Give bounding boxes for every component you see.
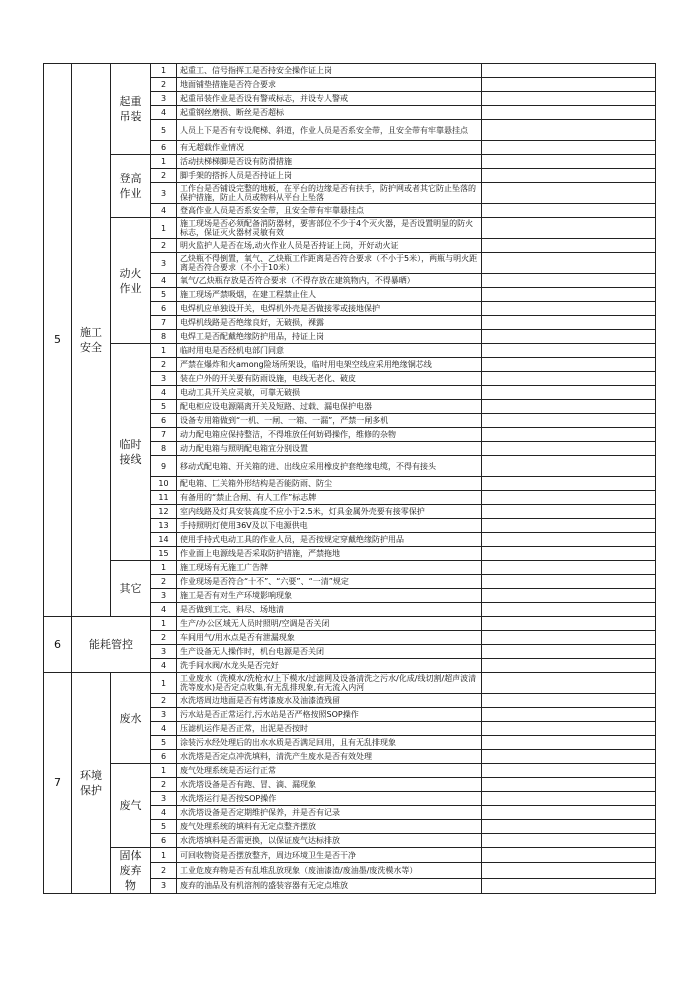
item-text: 水洗塔设备是否定期维护保养，并是否有记录 [177, 806, 482, 820]
result-cell[interactable] [482, 253, 656, 274]
item-text: 车间用气/用水点是否有泄漏现象 [177, 631, 482, 645]
result-cell[interactable] [482, 491, 656, 505]
result-cell[interactable] [482, 589, 656, 603]
result-cell[interactable] [482, 617, 656, 631]
item-number: 3 [151, 183, 177, 204]
item-text: 作业面上电源线是否采取防护措施，严禁拖地 [177, 547, 482, 561]
section-name: 能耗管控 [72, 617, 151, 673]
result-cell[interactable] [482, 533, 656, 547]
result-cell[interactable] [482, 428, 656, 442]
item-number: 3 [151, 645, 177, 659]
item-text: 手持照明灯使用36V及以下电源供电 [177, 519, 482, 533]
item-number: 4 [151, 106, 177, 120]
item-number: 15 [151, 547, 177, 561]
result-cell[interactable] [482, 169, 656, 183]
result-cell[interactable] [482, 155, 656, 169]
result-cell[interactable] [482, 603, 656, 617]
category-name: 登高作业 [111, 155, 151, 218]
item-text: 有备用的“禁止合闸、有人工作”标志牌 [177, 491, 482, 505]
category-name: 临时接线 [111, 344, 151, 561]
result-cell[interactable] [482, 344, 656, 358]
category-name: 起重吊装 [111, 64, 151, 155]
result-cell[interactable] [482, 750, 656, 764]
item-text: 水洗塔设备是否有跑、冒、滴、漏现象 [177, 778, 482, 792]
item-number: 7 [151, 316, 177, 330]
item-number: 1 [151, 848, 177, 863]
item-text: 移动式配电箱、开关箱的进、出线应采用橡皮护套绝缘电缆，不得有接头 [177, 456, 482, 477]
item-text: 电焊工是否配戴绝缘防护用品，持证上岗 [177, 330, 482, 344]
item-number: 4 [151, 386, 177, 400]
item-number: 1 [151, 64, 177, 78]
item-text: 登高作业人员是否系安全带，且安全带有牢靠悬挂点 [177, 204, 482, 218]
result-cell[interactable] [482, 92, 656, 106]
result-cell[interactable] [482, 183, 656, 204]
result-cell[interactable] [482, 106, 656, 120]
item-number: 2 [151, 358, 177, 372]
result-cell[interactable] [482, 878, 656, 893]
result-cell[interactable] [482, 141, 656, 155]
item-text: 动力配电箱与照明配电箱宜分别设置 [177, 442, 482, 456]
item-text: 配电箱、匚关箱外形结构是否能防雨、防尘 [177, 477, 482, 491]
item-text: 配电柜应设电源隔离开关及短路、过载、漏电保护电器 [177, 400, 482, 414]
table-row [44, 673, 656, 694]
result-cell[interactable] [482, 288, 656, 302]
item-text: 氧气/乙炔瓶存放是否符合要求（不得存放在建筑物内，不得暴晒） [177, 274, 482, 288]
item-number: 3 [151, 708, 177, 722]
result-cell[interactable] [482, 806, 656, 820]
item-number: 6 [151, 414, 177, 428]
table-row [44, 764, 656, 778]
item-number: 6 [151, 141, 177, 155]
item-text: 电焊机应单独设开关，电焊机外壳是否做接零或接地保护 [177, 302, 482, 316]
table-row [44, 155, 656, 169]
item-number: 1 [151, 218, 177, 239]
item-number: 2 [151, 78, 177, 92]
result-cell[interactable] [482, 456, 656, 477]
result-cell[interactable] [482, 386, 656, 400]
item-text: 废气处理系统的填料有无定点整齐摆放 [177, 820, 482, 834]
result-cell[interactable] [482, 722, 656, 736]
item-number: 3 [151, 792, 177, 806]
item-number: 12 [151, 505, 177, 519]
item-text: 洗手间水阀/水龙头是否完好 [177, 659, 482, 673]
table-row [44, 561, 656, 575]
item-number: 1 [151, 673, 177, 694]
result-cell[interactable] [482, 820, 656, 834]
result-cell[interactable] [482, 764, 656, 778]
item-number: 8 [151, 442, 177, 456]
item-number: 1 [151, 344, 177, 358]
inspection-checklist-table [43, 63, 656, 894]
item-number: 4 [151, 806, 177, 820]
item-text: 工业废水（洗模水/洗枪水/上下模水/过滤网及设备清洗之污水/化成/线切割/超声波清洗等废水)是否定点收集,有无乱排现象,有无流入内河 [177, 673, 482, 694]
item-number: 5 [151, 820, 177, 834]
item-text: 可回收物资是否摆放整齐，周边环境卫生是否干净 [177, 848, 482, 863]
item-text: 起重吊装作业是否设有警戒标志，并设专人警戒 [177, 92, 482, 106]
item-text: 动力配电箱应保持整洁，不得堆放任何妨碍操作，维修的杂物 [177, 428, 482, 442]
item-number: 2 [151, 694, 177, 708]
item-number: 3 [151, 878, 177, 893]
item-text: 严禁在爆炸和火among险场所架设，临时用电架空线应采用绝缘铜芯线 [177, 358, 482, 372]
result-cell[interactable] [482, 561, 656, 575]
result-cell[interactable] [482, 863, 656, 878]
result-cell[interactable] [482, 505, 656, 519]
result-cell[interactable] [482, 239, 656, 253]
item-text: 压滤机运作是否正常，出泥是否按时 [177, 722, 482, 736]
result-cell[interactable] [482, 204, 656, 218]
result-cell[interactable] [482, 645, 656, 659]
result-cell[interactable] [482, 218, 656, 239]
item-number: 10 [151, 477, 177, 491]
item-number: 4 [151, 274, 177, 288]
result-cell[interactable] [482, 736, 656, 750]
item-number: 2 [151, 863, 177, 878]
section-number: 6 [44, 617, 72, 673]
result-cell[interactable] [482, 673, 656, 694]
result-cell[interactable] [482, 477, 656, 491]
item-text: 是否做到工完、料尽、场地清 [177, 603, 482, 617]
result-cell[interactable] [482, 358, 656, 372]
item-text: 使用手持式电动工具的作业人员，是否按规定穿戴绝缘防护用品 [177, 533, 482, 547]
item-number: 2 [151, 575, 177, 589]
result-cell[interactable] [482, 274, 656, 288]
item-text: 起重钢丝磨损、断丝是否超标 [177, 106, 482, 120]
item-number: 5 [151, 120, 177, 141]
item-text: 有无超载作业情况 [177, 141, 482, 155]
section-name: 施工安全 [72, 64, 111, 617]
item-number: 4 [151, 659, 177, 673]
item-number: 5 [151, 736, 177, 750]
item-number: 6 [151, 834, 177, 848]
item-text: 作业现场是否符合“十不”、“六要”、“一清”规定 [177, 575, 482, 589]
item-number: 2 [151, 778, 177, 792]
result-cell[interactable] [482, 631, 656, 645]
category-name: 废气 [111, 764, 151, 848]
item-number: 9 [151, 456, 177, 477]
item-text: 废气处理系统是否运行正常 [177, 764, 482, 778]
item-text: 涂装污水经处理后的出水水质是否满足回用，且有无乱排现象 [177, 736, 482, 750]
result-cell[interactable] [482, 442, 656, 456]
section-number: 7 [44, 673, 72, 894]
item-number: 2 [151, 239, 177, 253]
result-cell[interactable] [482, 120, 656, 141]
table-row [44, 218, 656, 239]
result-cell[interactable] [482, 708, 656, 722]
item-number: 1 [151, 764, 177, 778]
table-row [44, 617, 656, 631]
item-number: 1 [151, 561, 177, 575]
item-number: 14 [151, 533, 177, 547]
item-number: 13 [151, 519, 177, 533]
item-text: 电动工具开关应灵敏，可靠无破损 [177, 386, 482, 400]
item-number: 4 [151, 722, 177, 736]
item-text: 水洗塔填料是否需更换，以保证废气达标排放 [177, 834, 482, 848]
item-number: 1 [151, 617, 177, 631]
item-number: 4 [151, 603, 177, 617]
result-cell[interactable] [482, 547, 656, 561]
item-number: 3 [151, 92, 177, 106]
item-text: 脚手架的搭拆人员是否持证上岗 [177, 169, 482, 183]
table-row [44, 344, 656, 358]
item-text: 施工是否有对生产环境影响现象 [177, 589, 482, 603]
item-text: 水洗塔运行是否按SOP操作 [177, 792, 482, 806]
category-name: 废水 [111, 673, 151, 764]
result-cell[interactable] [482, 64, 656, 78]
item-number: 5 [151, 400, 177, 414]
result-cell[interactable] [482, 659, 656, 673]
table-row [44, 64, 656, 78]
item-text: 工业危废弃物是否有乱堆乱放现象（废油漆渣/废油墨/废洗模水等） [177, 863, 482, 878]
item-text: 施工现场是否必须配备消防器材，要害部位不少于4个灭火器，是否设置明显的防火标志，保证灭火器材灵敏有效 [177, 218, 482, 239]
section-number: 5 [44, 64, 72, 617]
result-cell[interactable] [482, 575, 656, 589]
result-cell[interactable] [482, 834, 656, 848]
item-number: 4 [151, 204, 177, 218]
item-number: 5 [151, 288, 177, 302]
item-text: 活动扶梯梯脚是否设有防滑措施 [177, 155, 482, 169]
section-name: 环境保护 [72, 673, 111, 894]
result-cell[interactable] [482, 792, 656, 806]
item-text: 污水站是否正常运行,污水站是否严格按照SOP操作 [177, 708, 482, 722]
item-number: 2 [151, 169, 177, 183]
item-text: 室内线路及灯具安装高度不应小于2.5米，灯具金属外壳要有接零保护 [177, 505, 482, 519]
category-name: 其它 [111, 561, 151, 617]
item-text: 施工现场严禁吸烟，在建工程禁止住人 [177, 288, 482, 302]
item-text: 电焊机线路是否绝缘良好，无破损，裸露 [177, 316, 482, 330]
item-text: 施工现场有无施工广告牌 [177, 561, 482, 575]
item-number: 3 [151, 253, 177, 274]
item-number: 11 [151, 491, 177, 505]
result-cell[interactable] [482, 302, 656, 316]
item-number: 6 [151, 750, 177, 764]
item-text: 生产设备无人操作时，机台电源是否关闭 [177, 645, 482, 659]
item-text: 水洗塔周边地面是否有烤漆废水及油漆渣残留 [177, 694, 482, 708]
result-cell[interactable] [482, 400, 656, 414]
item-number: 3 [151, 589, 177, 603]
item-text: 明火监护人是否在场,动火作业人员是否持证上岗，开好动火证 [177, 239, 482, 253]
item-number: 6 [151, 302, 177, 316]
result-cell[interactable] [482, 330, 656, 344]
item-text: 地面铺垫措施是否符合要求 [177, 78, 482, 92]
item-number: 8 [151, 330, 177, 344]
category-name: 动火作业 [111, 218, 151, 344]
item-text: 起重工、信号指挥工是否持安全操作证上岗 [177, 64, 482, 78]
item-text: 装在户外的开关要有防雨设施，电线无老化、破皮 [177, 372, 482, 386]
item-text: 废弃的油品及有机溶剂的盛装容器有无定点堆放 [177, 878, 482, 893]
result-cell[interactable] [482, 694, 656, 708]
item-text: 工作台是否铺设完整的地板，在平台的边缘是否有扶手，防护网或者其它防止坠落的保护措施，防止人员或物料从平台上坠落 [177, 183, 482, 204]
result-cell[interactable] [482, 519, 656, 533]
item-number: 2 [151, 631, 177, 645]
result-cell[interactable] [482, 848, 656, 863]
result-cell[interactable] [482, 316, 656, 330]
item-text: 临时用电是否经机电部门同意 [177, 344, 482, 358]
item-text: 水洗塔是否定点冲洗填料，清洗产生废水是否有效处理 [177, 750, 482, 764]
table-row [44, 848, 656, 863]
category-name: 固体废弃物 [111, 848, 151, 894]
item-text: 人员上下是否有专设爬梯、斜道，作业人员是否系安全带，且安全带有牢靠悬挂点 [177, 120, 482, 141]
result-cell[interactable] [482, 778, 656, 792]
item-number: 7 [151, 428, 177, 442]
item-text: 乙炔瓶不得倒置，氧气、乙炔瓶工作距离是否符合要求（不小于5米），两瓶与明火距离是否符合要求（不小于10米） [177, 253, 482, 274]
result-cell[interactable] [482, 414, 656, 428]
item-number: 1 [151, 155, 177, 169]
result-cell[interactable] [482, 78, 656, 92]
item-text: 生产/办公区域无人员时照明/空调是否关闭 [177, 617, 482, 631]
item-number: 3 [151, 372, 177, 386]
result-cell[interactable] [482, 372, 656, 386]
item-text: 设备专用箱做到“一机、一闸、一箱、一漏”，严禁一闸多机 [177, 414, 482, 428]
